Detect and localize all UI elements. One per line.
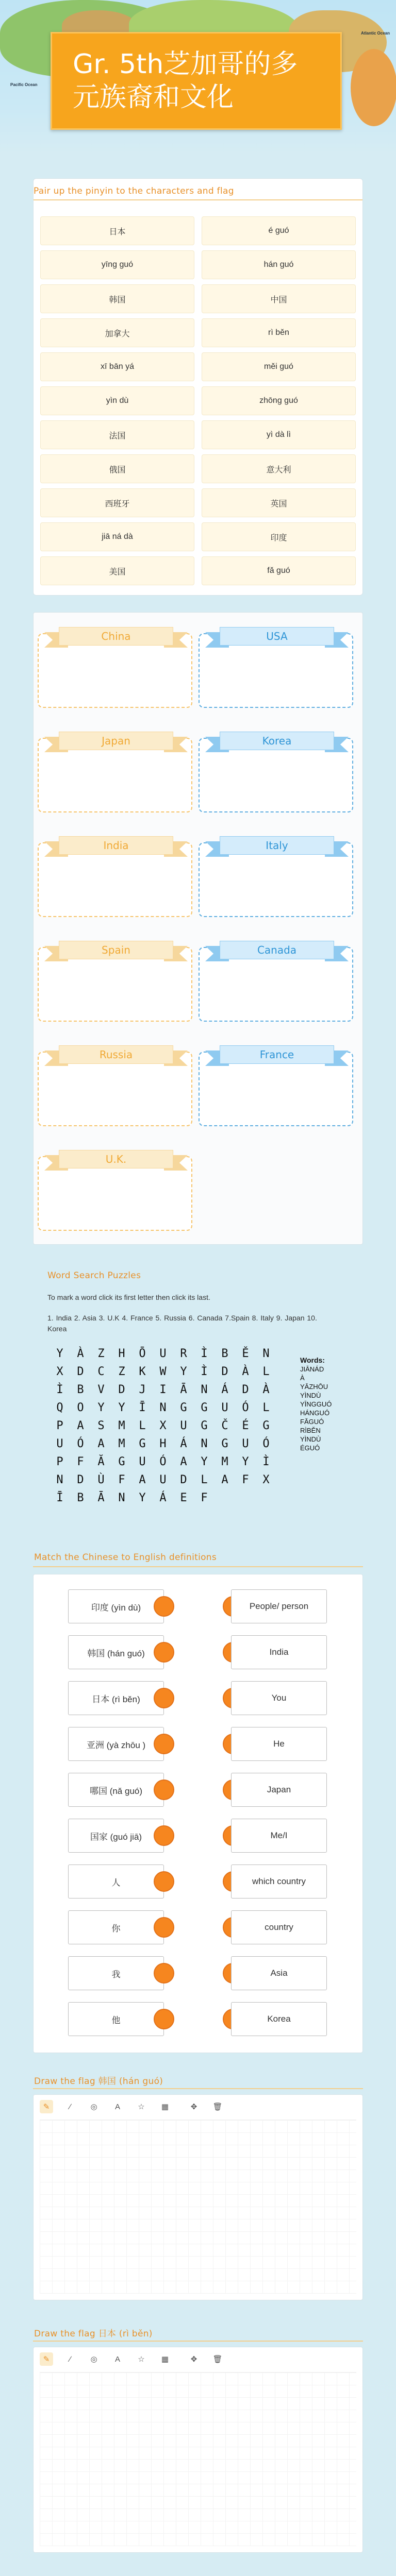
map-land <box>351 49 396 126</box>
grid-letter[interactable]: N <box>262 1347 270 1360</box>
grid-letter[interactable]: Z <box>97 1347 105 1360</box>
word-entry: RÌBĚN <box>300 1427 321 1434</box>
grid-letter[interactable]: B <box>77 1383 84 1396</box>
match-definition[interactable]: People/ person <box>231 1589 327 1623</box>
match-definition[interactable]: Asia <box>231 1956 327 1990</box>
drop-zone[interactable] <box>199 630 353 708</box>
connector-dot[interactable] <box>154 2009 174 2029</box>
grid-letter[interactable]: L <box>139 1419 146 1432</box>
pairing-title: Pair up the pinyin to the characters and flag <box>34 186 362 200</box>
grid-letter[interactable]: V <box>97 1383 105 1396</box>
trash-icon[interactable]: 🗑 <box>212 2103 223 2111</box>
grid-letter[interactable]: D <box>242 1383 249 1396</box>
grid-letter[interactable]: Á <box>159 1492 167 1504</box>
grid-letter[interactable]: G <box>262 1419 270 1432</box>
grid-letter[interactable]: L <box>262 1365 270 1378</box>
match-term[interactable]: 人 <box>68 1865 164 1899</box>
pair-card[interactable]: fǎ guó <box>202 556 356 585</box>
divider <box>33 2088 363 2089</box>
category-label: France <box>220 1045 334 1064</box>
grid-letter[interactable]: H <box>118 1347 125 1360</box>
grid-letter[interactable]: X <box>56 1365 63 1378</box>
pairing-grid <box>40 216 356 585</box>
word-entry: FĂGUÓ <box>300 1418 324 1426</box>
match-definition[interactable]: which country <box>231 1865 327 1899</box>
match-term[interactable]: 亚洲 (yà zhōu ) <box>68 1727 164 1761</box>
drop-zone[interactable] <box>199 839 353 917</box>
grid-letter[interactable]: Y <box>201 1455 208 1468</box>
match-definition[interactable]: Me/I <box>231 1819 327 1853</box>
word-entry: ÉGUÓ <box>300 1444 320 1452</box>
pair-card[interactable]: yìn dù <box>40 386 194 415</box>
grid-letter[interactable]: B <box>221 1347 228 1360</box>
grid-letter[interactable]: Ī <box>56 1492 63 1504</box>
grid-letter[interactable]: À <box>242 1365 249 1378</box>
grid-letter[interactable]: Ù <box>97 1473 105 1486</box>
star-icon[interactable]: ☆ <box>138 2103 145 2111</box>
divider <box>33 1566 363 1567</box>
ribbon-label <box>212 732 341 753</box>
pair-card[interactable]: jiā ná dà <box>40 522 194 551</box>
flag-sort-panel <box>33 612 363 1245</box>
grid-letter[interactable]: D <box>77 1473 84 1486</box>
grid-letter[interactable]: N <box>201 1437 208 1450</box>
match-term[interactable]: 韩国 (hán guó) <box>68 1635 164 1669</box>
grid-letter[interactable]: N <box>201 1383 208 1396</box>
ribbon-label <box>52 836 180 858</box>
grid-letter[interactable]: D <box>221 1365 228 1378</box>
grid-letter[interactable]: Ī <box>139 1401 146 1414</box>
grid-letter[interactable]: G <box>118 1455 125 1468</box>
title-box <box>51 32 342 130</box>
connector-dot[interactable] <box>154 1596 174 1617</box>
grid-letter[interactable]: U <box>221 1401 228 1414</box>
divider <box>33 2341 363 2342</box>
pair-card[interactable]: hán guó <box>202 250 356 279</box>
title-line: 元族裔和文化 <box>73 82 234 113</box>
ribbon-label <box>212 941 341 962</box>
pair-card[interactable]: 法国 <box>40 420 194 449</box>
category-label: Japan <box>59 732 173 750</box>
word-entry: JIĀNÁD <box>300 1365 324 1373</box>
drawing-toolbar <box>40 2100 224 2113</box>
connector-dot[interactable] <box>154 1825 174 1846</box>
category-label: U.K. <box>59 1150 173 1168</box>
pair-card[interactable]: 英国 <box>202 488 356 517</box>
drop-zone[interactable] <box>38 1048 192 1126</box>
drawing-canvas[interactable] <box>40 2372 356 2546</box>
grid-letter[interactable]: O <box>77 1401 84 1414</box>
grid-letter[interactable]: K <box>139 1365 146 1378</box>
color-wheel-icon[interactable]: ◎ <box>90 2355 97 2364</box>
category-label: China <box>59 627 173 646</box>
grid-letter[interactable]: N <box>159 1401 167 1414</box>
grid-letter[interactable]: Z <box>118 1365 125 1378</box>
match-definition[interactable]: country <box>231 1910 327 1944</box>
grid-letter[interactable]: Á <box>221 1383 228 1396</box>
pair-card[interactable]: 日本 <box>40 216 194 245</box>
grid-letter[interactable]: G <box>201 1419 208 1432</box>
drop-zone[interactable] <box>38 1153 192 1231</box>
pair-card[interactable]: 美国 <box>40 556 194 585</box>
grid-letter[interactable]: Ā <box>97 1492 105 1504</box>
grid-letter[interactable]: Y <box>56 1347 63 1360</box>
ribbon-label <box>212 1045 341 1067</box>
grid-letter[interactable]: E <box>180 1492 187 1504</box>
word-search-grid[interactable] <box>50 1345 276 1507</box>
grid-letter[interactable]: I <box>159 1383 167 1396</box>
grid-letter[interactable]: H <box>159 1437 167 1450</box>
grid-letter[interactable]: M <box>221 1455 228 1468</box>
drawing-toolbar <box>40 2352 224 2366</box>
grid-letter[interactable]: N <box>118 1492 125 1504</box>
drop-zone[interactable] <box>38 735 192 812</box>
grid-letter[interactable]: F <box>118 1473 125 1486</box>
match-definition[interactable]: Korea <box>231 2002 327 2036</box>
grid-letter[interactable]: A <box>221 1473 228 1486</box>
match-term[interactable]: 国家 (guó jiā) <box>68 1819 164 1853</box>
match-definition[interactable]: You <box>231 1681 327 1715</box>
ribbon-label <box>52 941 180 962</box>
category-label: Italy <box>220 836 334 855</box>
grid-letter[interactable]: W <box>159 1365 167 1378</box>
pair-card[interactable]: rì běn <box>202 318 356 347</box>
grid-letter[interactable]: L <box>262 1401 270 1414</box>
pen-icon[interactable]: ∕ <box>69 2102 71 2111</box>
drop-zone[interactable] <box>38 630 192 708</box>
grid-letter[interactable]: Ó <box>159 1455 167 1468</box>
connector-dot[interactable] <box>154 1734 174 1754</box>
drawing-title: Draw the flag 日本 (rì běn) <box>34 2329 153 2339</box>
connector-dot[interactable] <box>154 1871 174 1892</box>
grid-letter[interactable]: R <box>180 1347 187 1360</box>
grid-letter[interactable]: Y <box>139 1492 146 1504</box>
grid-letter[interactable]: Ō <box>139 1347 146 1360</box>
grid-letter[interactable]: N <box>56 1473 63 1486</box>
drop-zone[interactable] <box>199 735 353 812</box>
grid-letter[interactable]: U <box>139 1455 146 1468</box>
move-icon[interactable]: ✥ <box>190 2103 197 2111</box>
grid-letter[interactable]: X <box>159 1419 167 1432</box>
category-label: Spain <box>59 941 173 959</box>
grid-letter[interactable]: Č <box>221 1419 228 1432</box>
grid-letter[interactable]: Ā <box>180 1383 187 1396</box>
word-entry: YĀZHŌU <box>300 1383 328 1391</box>
word-search-instructions: To mark a word click its first letter then click its last. <box>47 1293 210 1301</box>
pair-card[interactable]: xī bān yá <box>40 352 194 381</box>
grid-letter[interactable]: C <box>97 1365 105 1378</box>
grid-letter[interactable]: D <box>77 1365 84 1378</box>
grid-letter[interactable]: A <box>97 1437 105 1450</box>
grid-letter[interactable]: Ó <box>77 1437 84 1450</box>
grid-letter[interactable]: A <box>77 1419 84 1432</box>
category-label: USA <box>220 627 334 646</box>
grid-letter[interactable]: G <box>201 1401 208 1414</box>
word-entry: YÌNDÙ <box>300 1392 321 1399</box>
drawing-panel <box>33 2347 363 2553</box>
match-term[interactable]: 印度 (yìn dù) <box>68 1589 164 1623</box>
grid-letter[interactable]: U <box>159 1347 167 1360</box>
page-title <box>73 48 298 114</box>
grid-letter[interactable]: Ă <box>97 1455 105 1468</box>
grid-letter[interactable]: Ì <box>201 1347 208 1360</box>
drawing-title: Draw the flag 韩国 (hán guó) <box>34 2076 163 2087</box>
word-entry: YÌNDÙ <box>300 1435 321 1443</box>
grid-letter[interactable]: Q <box>56 1401 63 1414</box>
category-label: Korea <box>220 732 334 750</box>
grid-letter[interactable]: À <box>262 1383 270 1396</box>
grid-letter[interactable]: M <box>118 1419 125 1432</box>
matching-title: Match the Chinese to English definitions <box>34 1552 217 1563</box>
grid-letter[interactable]: P <box>56 1455 63 1468</box>
map-label: Pacific Ocean <box>10 82 38 87</box>
match-definition[interactable]: He <box>231 1727 327 1761</box>
pair-card[interactable]: 中国 <box>202 284 356 313</box>
pair-card[interactable]: 意大利 <box>202 454 356 483</box>
grid-letter[interactable]: Ó <box>262 1437 270 1450</box>
grid-letter[interactable]: L <box>201 1473 208 1486</box>
word-entry: YĪNGGUÓ <box>300 1400 332 1408</box>
pencil-icon[interactable]: ✎ <box>40 2100 53 2113</box>
drawing-panel <box>33 2094 363 2300</box>
match-term[interactable]: 我 <box>68 1956 164 1990</box>
connector-dot[interactable] <box>154 1688 174 1708</box>
match-definition[interactable]: India <box>231 1635 327 1669</box>
match-definition[interactable]: Japan <box>231 1773 327 1807</box>
grid-letter[interactable]: F <box>242 1473 249 1486</box>
grid-letter[interactable]: Y <box>97 1401 105 1414</box>
text-icon[interactable]: A <box>114 2354 120 2364</box>
drop-zone[interactable] <box>199 944 353 1022</box>
word-entry: HÁNGUÓ <box>300 1409 330 1417</box>
image-icon[interactable]: ▦ <box>161 2103 169 2111</box>
grid-letter[interactable]: D <box>118 1383 125 1396</box>
ribbon-label <box>212 627 341 649</box>
words-heading: Words: <box>300 1356 325 1364</box>
grid-letter[interactable]: B <box>77 1492 84 1504</box>
grid-letter[interactable]: F <box>77 1455 84 1468</box>
pair-card[interactable]: yīng guó <box>40 250 194 279</box>
pair-card[interactable]: zhōng guó <box>202 386 356 415</box>
grid-letter[interactable]: Ì <box>201 1365 208 1378</box>
grid-letter[interactable]: M <box>118 1437 125 1450</box>
pair-card[interactable]: 韩国 <box>40 284 194 313</box>
grid-letter[interactable]: Ě <box>242 1347 249 1360</box>
text-icon[interactable]: A <box>114 2102 120 2111</box>
grid-letter[interactable]: É <box>242 1419 249 1432</box>
grid-letter[interactable]: U <box>242 1437 249 1450</box>
grid-letter[interactable]: G <box>139 1437 146 1450</box>
word-search-side-list <box>300 1356 332 1452</box>
pair-card[interactable]: 西班牙 <box>40 488 194 517</box>
connector-dot[interactable] <box>154 1642 174 1663</box>
grid-letter[interactable]: F <box>201 1492 208 1504</box>
category-label: Canada <box>220 941 334 959</box>
ribbon-label <box>52 1045 180 1067</box>
grid-letter[interactable]: Á <box>180 1437 187 1450</box>
grid-letter[interactable]: U <box>56 1437 63 1450</box>
grid-letter[interactable]: U <box>180 1419 187 1432</box>
grid-letter[interactable]: Y <box>118 1401 125 1414</box>
grid-letter[interactable]: Ì <box>56 1383 63 1396</box>
pair-card[interactable]: 俄国 <box>40 454 194 483</box>
ribbon-label <box>212 836 341 858</box>
match-term[interactable]: 你 <box>68 1910 164 1944</box>
match-term[interactable]: 日本 (rì běn) <box>68 1681 164 1715</box>
drop-zone[interactable] <box>38 944 192 1022</box>
grid-letter[interactable]: Ì <box>262 1455 270 1468</box>
grid-letter[interactable]: J <box>139 1383 146 1396</box>
grid-letter[interactable]: S <box>97 1419 105 1432</box>
trash-icon[interactable]: 🗑 <box>212 2355 223 2364</box>
header-banner <box>0 0 396 155</box>
pair-card[interactable]: yì dà lì <box>202 420 356 449</box>
word-entry: À <box>300 1374 305 1382</box>
match-term[interactable]: 哪国 (nǎ guó) <box>68 1773 164 1807</box>
map-label: Atlantic Ocean <box>361 31 390 36</box>
ribbon-label <box>52 732 180 753</box>
color-wheel-icon[interactable]: ◎ <box>90 2103 97 2111</box>
category-label: Russia <box>59 1045 173 1064</box>
grid-letter[interactable]: D <box>180 1473 187 1486</box>
word-search-word-list: 1. India 2. Asia 3. U.K 4. France 5. Russia 6. Canada 7.Spain 8. Italy 9. Japan 10. Korea <box>47 1314 317 1333</box>
match-term[interactable]: 他 <box>68 2002 164 2036</box>
connector-dot[interactable] <box>154 1963 174 1984</box>
ribbon-label <box>52 1150 180 1172</box>
connector-dot[interactable] <box>154 1780 174 1800</box>
word-search-title: Word Search Puzzles <box>47 1270 141 1281</box>
pen-icon[interactable]: ∕ <box>69 2354 71 2364</box>
grid-letter[interactable]: A <box>180 1455 187 1468</box>
pencil-icon[interactable]: ✎ <box>40 2352 53 2366</box>
connector-dot[interactable] <box>154 1917 174 1938</box>
drawing-canvas[interactable] <box>40 2120 356 2294</box>
grid-letter[interactable]: G <box>180 1401 187 1414</box>
drop-zone[interactable] <box>199 1048 353 1126</box>
category-label: India <box>59 836 173 855</box>
drop-zone[interactable] <box>38 839 192 917</box>
title-line: Gr. 5th芝加哥的多 <box>73 49 298 80</box>
grid-letter[interactable]: Ó <box>242 1401 249 1414</box>
grid-letter[interactable]: Y <box>180 1365 187 1378</box>
pair-card[interactable]: 印度 <box>202 522 356 551</box>
grid-letter[interactable]: A <box>139 1473 146 1486</box>
grid-letter[interactable]: À <box>77 1347 84 1360</box>
grid-letter[interactable]: Y <box>242 1455 249 1468</box>
star-icon[interactable]: ☆ <box>138 2355 145 2364</box>
grid-letter[interactable]: X <box>262 1473 270 1486</box>
ribbon-label <box>52 627 180 649</box>
grid-letter[interactable]: U <box>159 1473 167 1486</box>
grid-letter[interactable]: G <box>221 1437 228 1450</box>
image-icon[interactable]: ▦ <box>161 2355 169 2364</box>
move-icon[interactable]: ✥ <box>190 2355 197 2364</box>
pair-card[interactable]: měi guó <box>202 352 356 381</box>
pair-card[interactable]: 加拿大 <box>40 318 194 347</box>
grid-letter[interactable]: P <box>56 1419 63 1432</box>
pair-card[interactable]: é guó <box>202 216 356 245</box>
